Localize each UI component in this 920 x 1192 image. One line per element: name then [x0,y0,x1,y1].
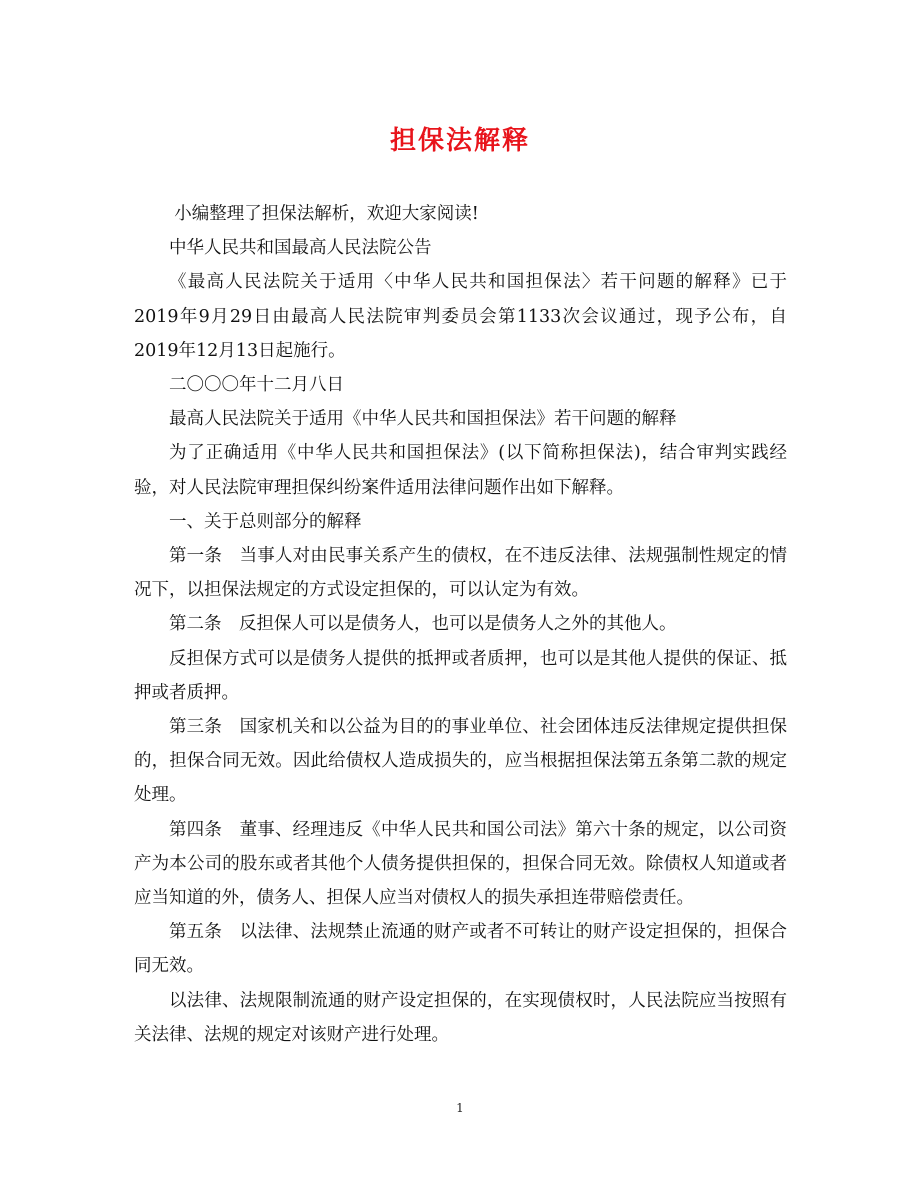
intro-paragraph: 小编整理了担保法解析，欢迎大家阅读! [174,204,479,224]
preamble-paragraph: 为了正确适用《中华人民共和国担保法》(以下简称担保法)，结合审判实践经验，对人民法院审理担保纠纷案件适用法律问题作出如下解释。 [134,443,787,498]
document-body [134,197,787,1052]
announcement-date: 二〇〇〇年十二月八日 [169,375,344,396]
article-5: 第五条 以法律、法规禁止流通的财产或者不可转让的财产设定担保的，担保合同无效。 [134,922,787,977]
article-3: 第三条 国家机关和以公益为目的的事业单位、社会团体违反法律规定提供担保的，担保合同无效。因此给债权人造成损失的，应当根据担保法第五条第二款的规定处理。 [134,717,787,806]
article-5-continued: 以法律、法规限制流通的财产设定担保的，在实现债权时，人民法院应当按照有关法律、法规的规定对该财产进行处理。 [134,990,787,1045]
announcement-paragraph: 《最高人民法院关于适用〈中华人民共和国担保法〉若干问题的解释》已于2019年9月29日由最高人民法院审判委员会第1133次会议通过，现予公布，自2019年12月13日起施行。 [134,272,787,361]
page-number: 1 [456,1101,464,1115]
document-title: 担保法解释 [389,126,530,156]
article-2: 第二条 反担保人可以是债务人，也可以是债务人之外的其他人。 [169,614,677,635]
section-heading: 一、关于总则部分的解释 [169,511,362,532]
article-1: 第一条 当事人对由民事关系产生的债权，在不违反法律、法规强制性规定的情况下，以担保法规定的方式设定担保的，可以认定为有效。 [134,546,787,601]
interpretation-title: 最高人民法院关于适用《中华人民共和国担保法》若干问题的解释 [169,409,677,430]
announcement-heading: 中华人民共和国最高人民法院公告 [169,238,432,259]
article-4: 第四条 董事、经理违反《中华人民共和国公司法》第六十条的规定，以公司资产为本公司的股东或者其他个人债务提供担保的，担保合同无效。除债权人知道或者应当知道的外，债务人、担保人应当对债权人的损失承担连带赔偿责任。 [134,819,787,909]
article-2-continued: 反担保方式可以是债务人提供的抵押或者质押，也可以是其他人提供的保证、抵押或者质押。 [134,648,787,703]
